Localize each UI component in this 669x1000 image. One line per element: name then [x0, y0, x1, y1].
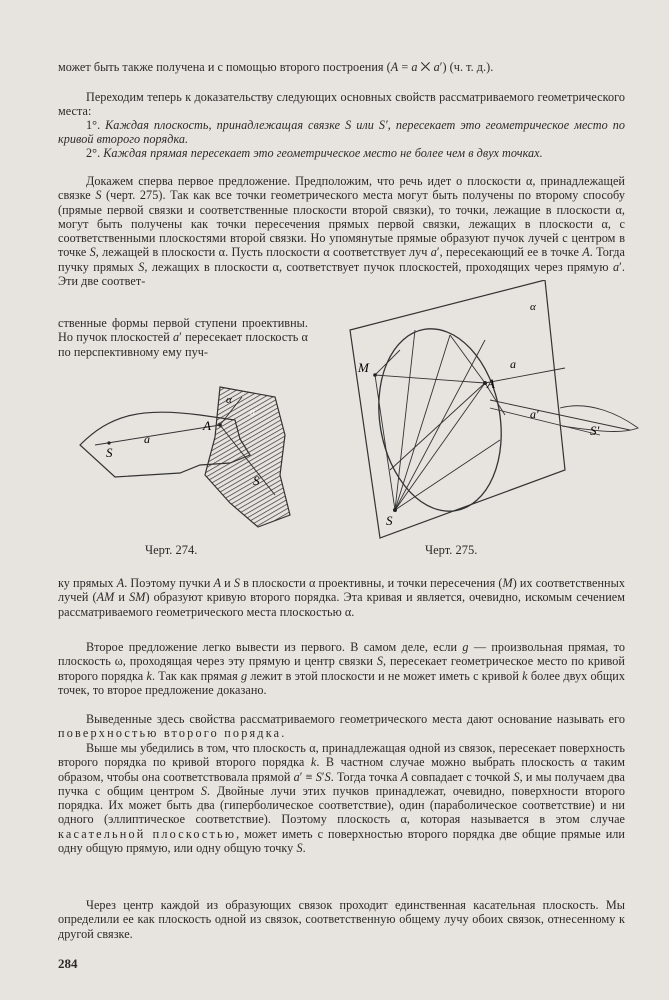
property-2: 2°. Каждая прямая пересекает это геометрическое место не более чем в двух точках. [86, 146, 543, 160]
paragraph-final: Через центр каждой из образующих связок проходит единственная касательная плоскость. Мы определили ее как плоскость одной из связок, соответственную общему лучу обоих связок, отнесенному к другой связке. [58, 898, 625, 941]
paragraph-proof-1: Докажем сперва первое предложение. Предположим, что речь идет о плоскости α, принадлежащей связке S (черт. 275). Так как все точки геометрического места могут быть получены по второму способу (прямые первой связки и соответственные плоскости второй связки), то точки, лежащие в плоскости α, могут быть получены как точки пересечения прямых первой связки, лежащих в плоскости α, с соответственными плоскостями второй связки. Но упомянутые прямые образуют пучок лучей с центром в точке S, лежащей в плоскости α. Пусть плоскости α соответствует луч a′, пересекающий ее в точке A. Тогда пучку прямых S, лежащих в плоскости α, соответствует пучок плоскостей, проходящих через прямую a′. Эти две соответ- [58, 174, 625, 289]
plane-alpha-prime-hatched [205, 387, 290, 527]
paragraph-1: может быть также получена и с помощью второго построения (A = a ⨉ a′) (ч. т. д.). [58, 60, 494, 74]
caption-fig-274: Черт. 274. [145, 543, 198, 557]
paragraph-proof-1-end: ку прямых A. Поэтому пучки A и S в плоскости α проективны, и точки пересечения (M) их соответственных лучей (AM и SM) образуют кривую второго порядка. Эта кривая и является, очевидно, искомым сечением рассматриваемого геометрического места плоскостью α. [58, 576, 625, 619]
fig274-label-a: a [144, 432, 150, 446]
fig274-label-S-right: S [253, 473, 260, 488]
fig274-label-alpha-prime: α′ [250, 407, 258, 418]
fig274-label-S-left: S [106, 445, 113, 460]
caption-fig-275: Черт. 275. [425, 543, 478, 557]
fig275-label-a-prime: a′ [530, 407, 539, 421]
paragraph-2: Переходим теперь к доказательству следующих основных свойств рассматриваемого геометрического места: [58, 90, 625, 119]
fig275-label-S-prime: S′ [590, 423, 600, 438]
figure-275 [340, 280, 640, 540]
paragraph-surface-name: Выведенные здесь свойства рассматриваемого геометрического места дают основание называть его поверхностью второго порядка. [58, 712, 625, 741]
fig275-label-M: M [358, 360, 369, 375]
property-1: 1°. Каждая плоскость, принадлежащая связке S или S′, пересекает это геометрическое место по кривой второго порядка. [58, 118, 625, 147]
figure-274 [70, 375, 330, 535]
paragraph-tangent-plane: Выше мы убедились в том, что плоскость α, принадлежащая одной из связок, пересекает поверхность второго порядка по кривой второго порядка k. В частном случае можно выбрать плоскость α таким образом, чтобы она соответствовала прямой a′ ≡ S′S. Тогда точка A совпадает с точкой S, и мы получаем два пучка с общим центром S. Двойные лучи этих пучков принадлежат, очевидно, поверхности второго порядка. Их может быть два (гиперболическое соответствие), один (параболическое соответствие) и ни одного (эллиптическое соответствие). Поэтому плоскость α, которая называется в этом случае касательной плоскостью, может иметь с поверхностью второго порядка две общие прямые или одну общую прямую, или одну общую точку S. [58, 741, 625, 856]
fig275-label-alpha: α [530, 301, 536, 313]
fig275-label-A: A [487, 376, 495, 391]
fig274-label-alpha: α [226, 394, 232, 406]
paragraph-proof-2: Второе предложение легко вывести из первого. В самом деле, если g — произвольная прямая, то плоскость ω, проходящая через эту прямую и центр связки S, пересекает геометрическое место по кривой второго порядка k. Так как прямая g лежит в этой плоскости и не может иметь с кривой k более двух общих точек, то второе предложение доказано. [58, 640, 626, 697]
page-number: 284 [58, 956, 78, 971]
paragraph-proof-1-cont: ственные формы первой ступени проективны. Но пучок плоскостей a′ пересекает плоскость α по перспективному ему пуч- [58, 316, 308, 359]
fig275-label-S: S [386, 513, 393, 528]
conic-curve [365, 319, 515, 521]
fig275-label-a: a [510, 357, 516, 371]
fig274-label-A: A [203, 418, 211, 433]
